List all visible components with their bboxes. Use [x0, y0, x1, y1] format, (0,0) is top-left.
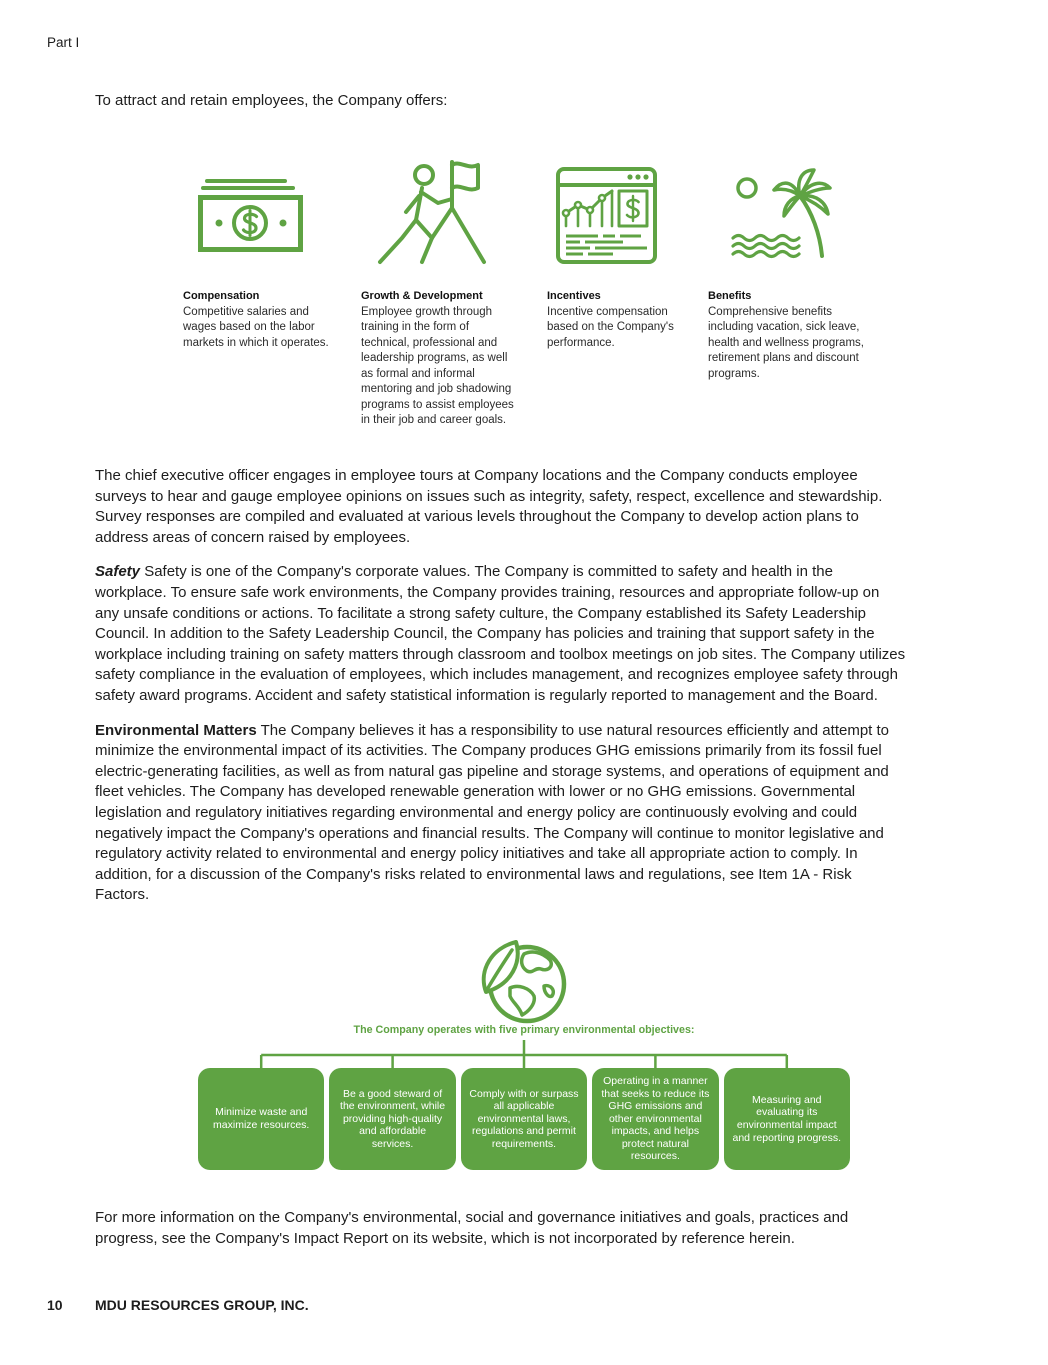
objective-line: all applicable: [493, 1100, 555, 1113]
offering-line: Competitive salaries and: [183, 305, 309, 318]
objective-box-2: [329, 1068, 455, 1170]
paragraph-line: [95, 721, 995, 742]
paragraph-line: safety award programs. Accident and safety statistical information is regularly reported to management and the Board.: [95, 686, 878, 704]
offering-title: Compensation: [183, 290, 260, 302]
paragraph-line-text: The Company believes it has a responsibility to use natural resources efficiently and attempt to: [260, 721, 890, 739]
offering-line: Incentive compensation: [547, 305, 668, 318]
objective-line: impacts, and helps: [611, 1125, 700, 1138]
objective-line: resources.: [630, 1150, 680, 1163]
money-bill-icon: [195, 175, 307, 255]
objective-text: [213, 1106, 309, 1131]
dashboard-chart-icon: [553, 164, 661, 268]
paragraph-lines: [95, 583, 995, 707]
offering-line: in their job and career goals.: [361, 414, 507, 426]
objective-box-5: [724, 1068, 850, 1170]
climber-flag-icon: [372, 158, 490, 266]
objective-line: the environment, while: [340, 1100, 446, 1113]
closing-paragraph: [95, 1208, 848, 1249]
footer-company-name: MDU RESOURCES GROUP, INC.: [95, 1297, 309, 1313]
paragraph-line: electric-generating facilities, as well as from natural gas pipeline and storage systems, and operations of equipment and: [95, 762, 889, 780]
globe-leaf-icon: [478, 938, 570, 1026]
offering-line: programs.: [708, 367, 760, 380]
offering-description: [547, 305, 674, 352]
objective-line: providing high-quality: [342, 1112, 443, 1125]
offering-line: leadership programs, as well: [361, 352, 508, 364]
intro-text: To attract and retain employees, the Company offers:: [95, 92, 448, 109]
safety-lead: Safety: [95, 563, 141, 581]
environmental-matters-paragraph: [95, 721, 995, 906]
offering-title: Growth & Development: [361, 290, 483, 302]
paragraph-line: Factors.: [95, 886, 150, 904]
paragraph-line: address areas of concern raised by employees.: [95, 528, 411, 546]
objective-line: and reporting progress.: [732, 1131, 842, 1144]
objective-box-1: [198, 1068, 324, 1170]
offering-description: [708, 305, 864, 383]
objectives-heading: The Company operates with five primary environmental objectives:: [353, 1024, 695, 1036]
offering-line: programs to assist employees: [361, 398, 514, 411]
safety-paragraph: [95, 562, 995, 706]
objective-line: and affordable: [359, 1125, 427, 1138]
objective-line: Comply with or surpass: [469, 1087, 579, 1100]
offering-line: based on the Company's: [547, 321, 674, 333]
offering-incentives: [547, 289, 674, 351]
offering-description: [361, 305, 514, 429]
paragraph-line: workplace including training on safety matters through classroom and toolbox meetings on job sites. The Company utilizes: [95, 645, 906, 663]
paragraph-line: surveys to hear and gauge employee opinions on issues such as integrity, safety, respect, excellence and stewardship.: [95, 487, 883, 505]
paragraph-line: regulatory activity related to environmental and energy policy initiatives and take all appropriate action to comply. In: [95, 845, 858, 863]
paragraph-line: [95, 562, 995, 583]
paragraph-line: fleet vehicles. The Company has developed renewable generation with lower or no GHG emissions. Governmental: [95, 783, 856, 801]
offering-line: mentoring and job shadowing: [361, 383, 512, 395]
paragraph-line: addition, for a discussion of the Company's risks related to environmental laws and regulations, see Item 1A - Risk: [95, 865, 852, 883]
objective-line: other environmental: [608, 1112, 702, 1125]
offering-line: as formal and informal: [361, 367, 475, 380]
offering-line: Employee growth through: [361, 305, 493, 318]
part-label: Part I: [47, 35, 80, 50]
environmental-matters-lead: Environmental Matters: [95, 721, 257, 739]
offering-compensation: [183, 289, 329, 351]
offering-description: [183, 305, 329, 352]
paragraph-line: any unsafe conditions or actions. To facilitate a strong safety culture, the Company established its Safety Leadership: [95, 604, 866, 622]
paragraph-lines: [95, 741, 995, 906]
paragraph-line: safety compliance in the evaluation of employees, which includes management, and recognizes employee safety through: [95, 666, 898, 684]
objective-text: [469, 1088, 578, 1151]
objective-line: Measuring and: [752, 1093, 822, 1106]
paragraph-line: workplace. To ensure safe work environments, the Company provides training, resources and appropriate follow-up on: [95, 583, 880, 601]
objective-line: environmental impact: [736, 1119, 837, 1131]
objective-box-3: [461, 1068, 587, 1170]
paragraph-line: Survey responses are compiled and evaluated at various levels throughout the Company to develop action plans to: [95, 508, 859, 526]
offering-title: Incentives: [547, 290, 601, 302]
offering-line: retirement plans and discount: [708, 352, 859, 364]
paragraph-line: legislation and regulatory initiatives regarding environmental and energy policy are continuously evolving and could: [95, 803, 858, 821]
offering-line: including vacation, sick leave,: [708, 321, 860, 333]
paragraph-line: The chief executive officer engages in employee tours at Company locations and the Company conducts employee: [95, 467, 858, 484]
offering-line: training in the form of: [361, 321, 470, 333]
body-text: [95, 466, 995, 920]
objective-text: [733, 1094, 842, 1144]
paragraph-line: For more information on the Company's environmental, social and governance initiatives and goals, practices and: [95, 1209, 849, 1226]
paragraph-line-text: Safety is one of the Company's corporate values. The Company is committed to safety and health in the: [144, 563, 833, 581]
offering-growth-development: [361, 289, 514, 429]
objective-line: Be a good steward of: [342, 1087, 443, 1100]
objective-line: Minimize waste and: [215, 1106, 308, 1119]
objective-line: regulations and permit: [472, 1125, 576, 1138]
offering-line: wages based on the labor: [183, 321, 315, 333]
objectives-connector: [198, 1036, 850, 1070]
offering-line: technical, professional and: [361, 336, 498, 349]
objective-text: [601, 1075, 709, 1163]
objective-line: Operating in a manner: [603, 1074, 708, 1087]
paragraph-line: negatively impact the Company's operations and financial results. The Company will continue to monitor legislative and: [95, 824, 884, 842]
paragraph-line: progress, see the Company's Impact Report on its website, which is not incorporated by reference herein.: [95, 1229, 795, 1247]
offering-line: Comprehensive benefits: [708, 305, 833, 318]
objective-line: GHG emissions and: [608, 1100, 703, 1113]
page-number: 10: [47, 1297, 63, 1313]
connector-line: [261, 1040, 787, 1070]
offering-title: Benefits: [708, 290, 752, 302]
palm-tree-beach-icon: [728, 166, 834, 260]
paragraph-line: Council. In addition to the Safety Leadership Council, the Company has policies and training that support safety in the: [95, 625, 875, 643]
offering-benefits: [708, 289, 864, 382]
offering-line: markets in which it operates.: [183, 336, 329, 349]
objective-line: environmental laws,: [477, 1112, 571, 1125]
objective-line: requirements.: [491, 1137, 557, 1150]
objective-line: maximize resources.: [213, 1119, 310, 1131]
objective-text: [340, 1088, 445, 1151]
objective-line: that seeks to reduce its: [601, 1087, 710, 1100]
objective-box-4: [592, 1068, 718, 1170]
employee-engagement-paragraph: [95, 466, 995, 548]
paragraph-line: minimize the environmental impact of its activities. The Company produces GHG emissions primarily from its fossil fuel: [95, 742, 882, 760]
objective-line: evaluating its: [756, 1106, 818, 1119]
objective-line: protect natural: [621, 1137, 689, 1150]
objective-line: services.: [371, 1137, 414, 1150]
offering-line: health and wellness programs,: [708, 336, 864, 349]
offering-line: performance.: [547, 336, 615, 349]
